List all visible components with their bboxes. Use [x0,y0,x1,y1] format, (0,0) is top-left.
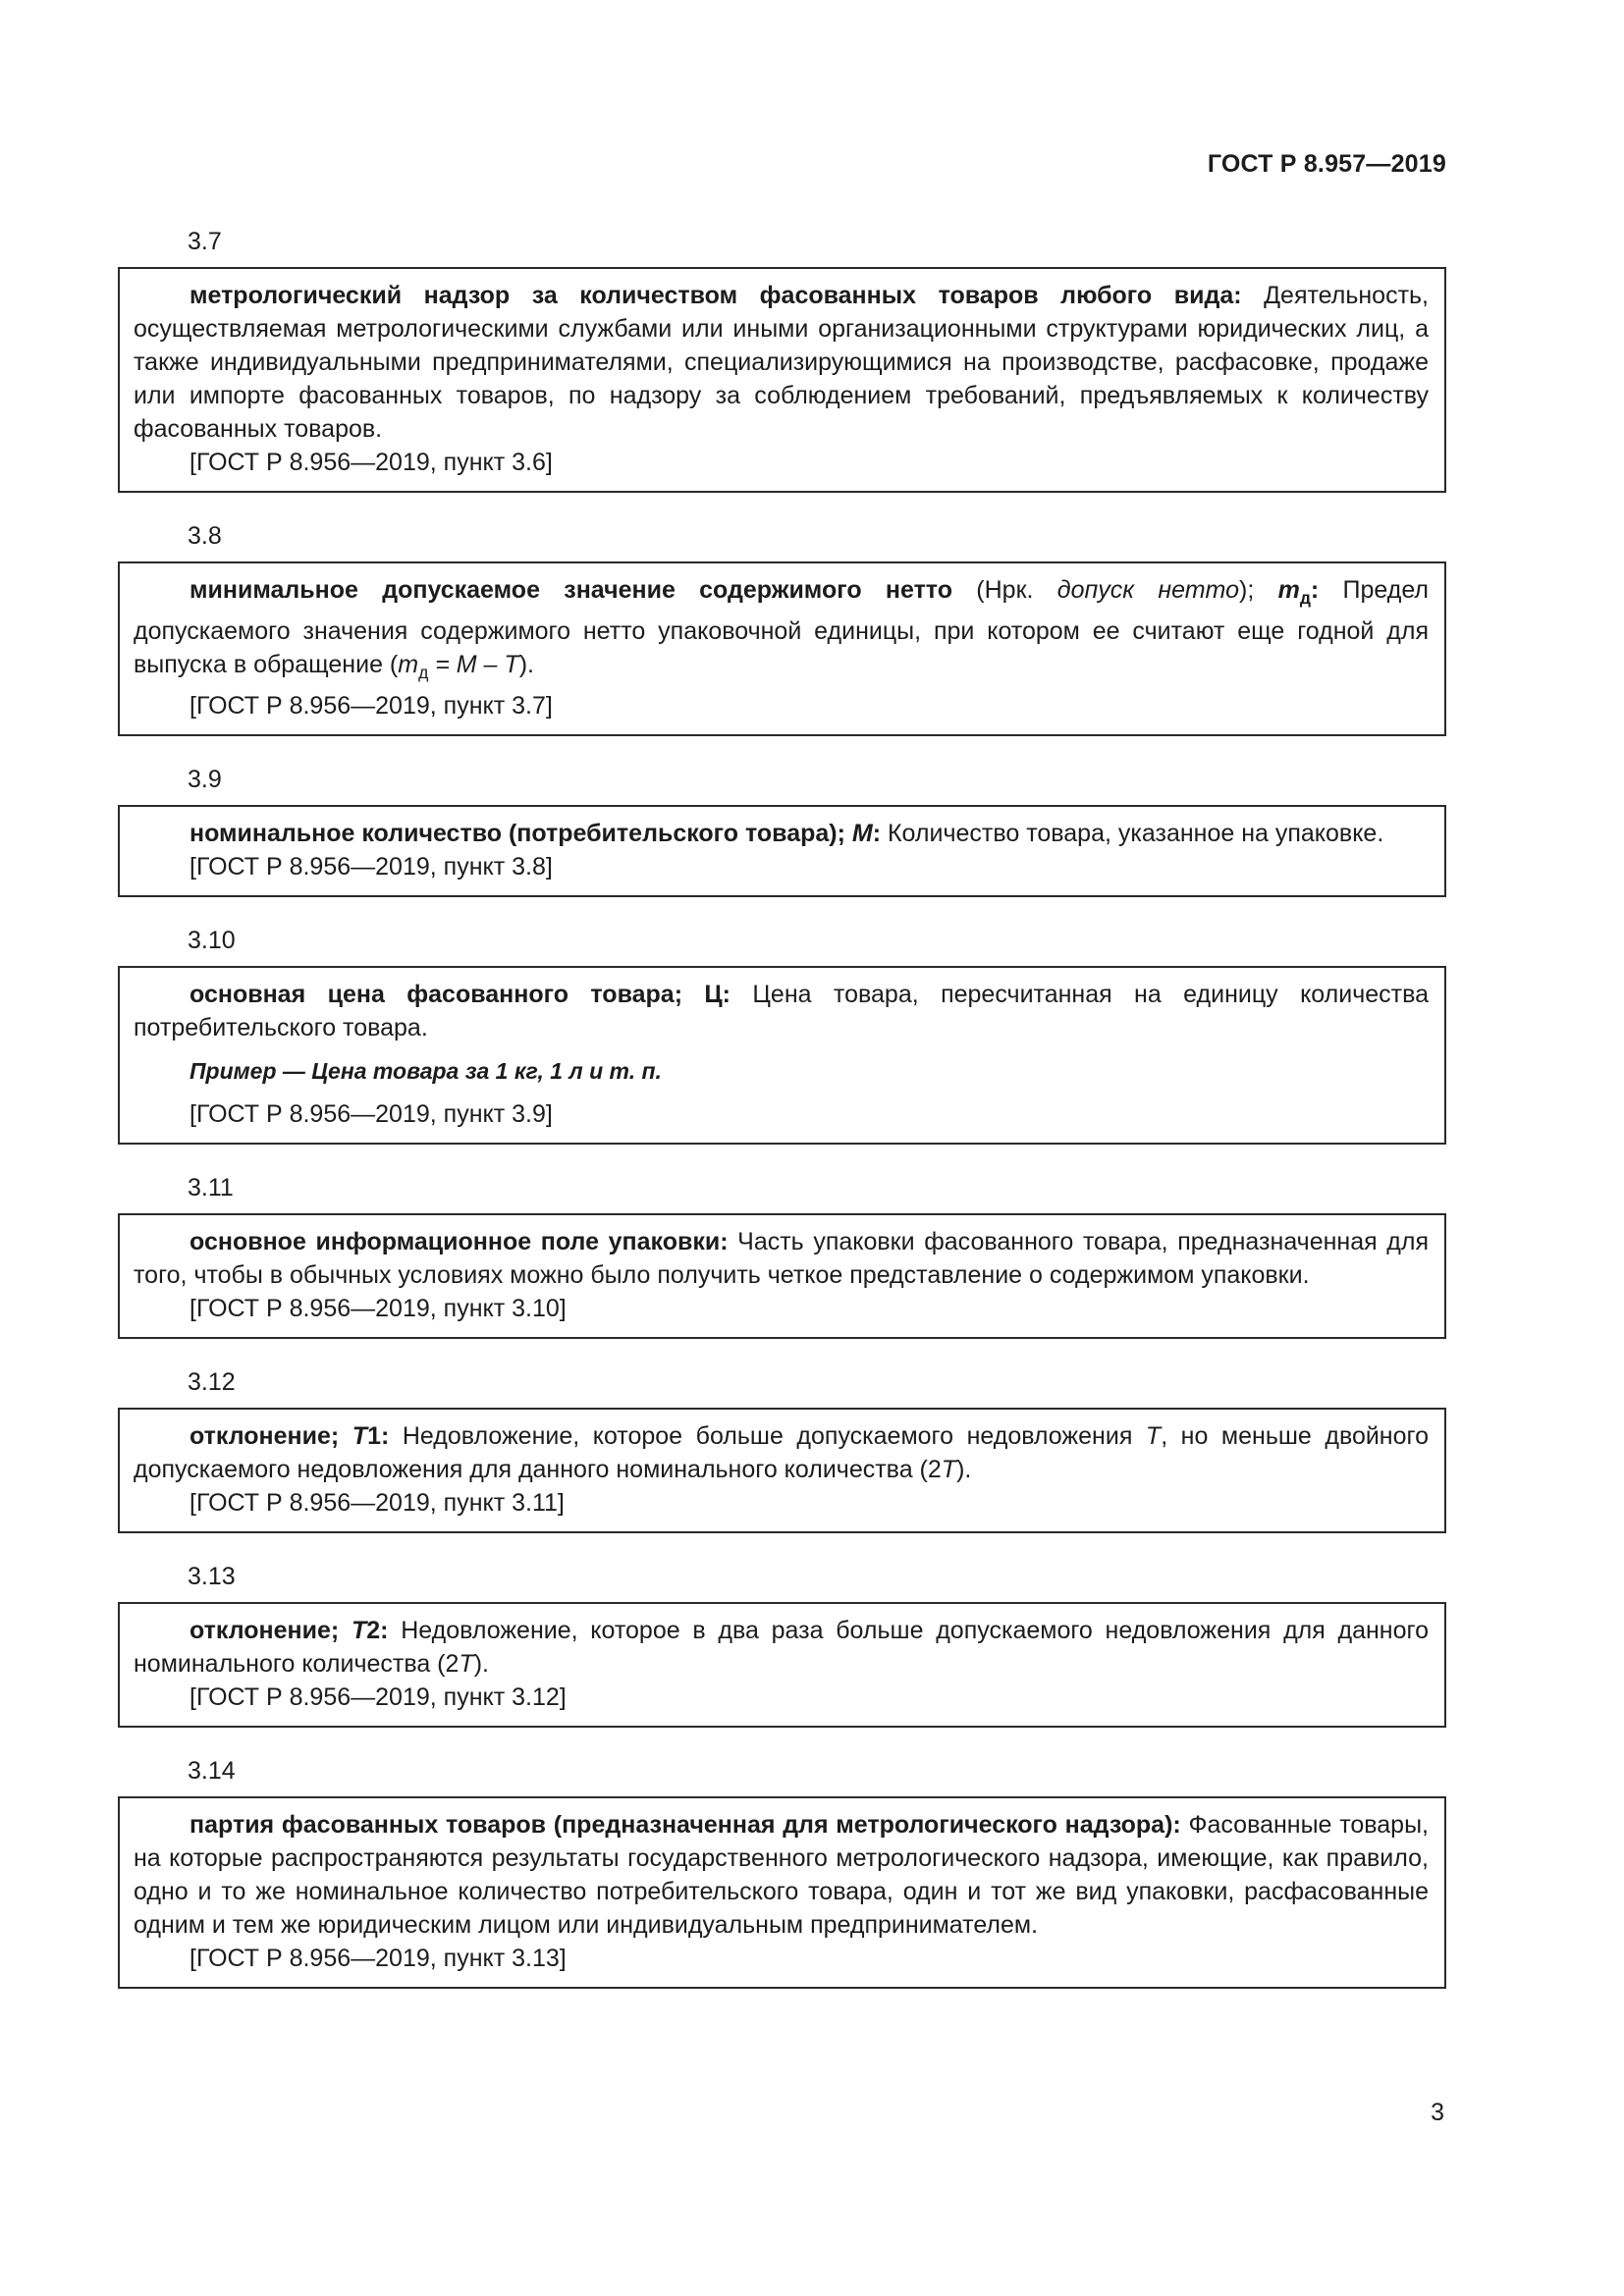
term-number: 3.14 [188,1757,236,1785]
term-definition [134,1225,1429,1292]
definition-text: Недовложение, которое в два раза больше допускаемого недовложения для данного номинального количества (2 [134,1617,1429,1678]
term-example: Пример — Цена товара за 1 кг, 1 л и т. п. [189,1058,662,1084]
term-definition: номинальное количество (потребительского товара); M: Количество товара, указанное на упаковке. [189,820,1384,847]
term-entry-box [118,1796,1446,1989]
term-source-reference: [ГОСТ Р 8.956—2019, пункт 3.12] [189,1683,567,1711]
term-definition: отклонение; T1: Недовложение, которое больше допускаемого недовложения T, но меньше двойного допускаемого недовложения для данного номинального количества (2T). [134,1422,1429,1483]
term-source-reference: [ГОСТ Р 8.956—2019, пункт 3.13] [189,1945,567,1972]
term-source-reference: [ГОСТ Р 8.956—2019, пункт 3.7] [189,692,553,720]
term-title: номинальное количество (потребительского товара); [189,820,845,847]
term-title: основная цена фасованного товара; Ц: [189,981,731,1008]
formula-rest: = M – T [428,651,519,678]
term-number: 3.10 [188,927,236,954]
formula-symbol: m [398,651,419,678]
definition-text: Цена товара, пересчитанная на единицу количества потребительского товара. [134,981,1429,1041]
term-title: метрологический надзор за количеством фасованных товаров любого вида: [189,282,1242,309]
term-entry-box [118,267,1446,493]
term-number: 3.12 [188,1368,236,1396]
term-number: 3.13 [188,1563,236,1590]
term-symbol: M [851,820,873,847]
term-symbol: m [1277,576,1300,604]
term-title: партия фасованных товаров (предназначенная для метрологического надзора): [189,1811,1181,1839]
term-definition [134,1808,1429,1942]
formula-subscript: д [418,663,429,682]
definition-symbol: T [1145,1422,1162,1450]
term-entry-box [118,1408,1446,1533]
definition-text: Недовложение, которое больше допускаемого недовложения [389,1422,1146,1450]
term-number: 3.9 [188,766,222,793]
term-definition: минимальное допускаемое значение содержимого нетто (Нрк. допуск нетто); $m_д$: Предел допускаемого значения содержимого нетто упаковочной единицы, при котором ее считают еще годной для выпуска в обращение $(m_д = M - T)$. [134,576,1430,682]
term-title: минимальное допускаемое значение содержимого нетто [189,576,952,604]
term-source-reference: [ГОСТ Р 8.956—2019, пункт 3.8] [189,853,553,881]
term-entry-box [118,966,1446,1145]
term-symbol: T [352,1422,368,1450]
term-symbol-suffix: 1 [367,1422,381,1450]
term-entry-box [118,805,1446,897]
term-note-prefix: (Нрк. [952,576,1057,604]
term-title: основное информационное поле упаковки: [189,1228,729,1255]
definition-end: ). [518,651,534,678]
term-title: отклонение; [189,1422,340,1450]
term-note-suffix: ); [1239,576,1278,604]
page-number: 3 [1431,2099,1444,2126]
term-entry-box [118,1602,1446,1728]
term-definition [134,279,1429,446]
term-symbol-suffix: 2 [366,1617,381,1644]
term-number: 3.11 [188,1174,234,1201]
definition-text: Часть упаковки фасованного товара, предназначенная для того, чтобы в обычных условиях можно было получить четкое представление о содержимом упаковки. [134,1228,1429,1289]
term-title: отклонение; [189,1617,340,1644]
deprecated-term: допуск нетто [1056,576,1239,604]
definition-symbol: T [459,1650,474,1678]
term-symbol: T [351,1617,367,1644]
term-definition: отклонение; T2: Недовложение, которое в два раза больше допускаемого недовложения для данного номинального количества (2T). [134,1617,1429,1678]
term-source-reference: [ГОСТ Р 8.956—2019, пункт 3.11] [189,1489,565,1517]
definition-symbol: T [941,1456,957,1483]
definition-text: Деятельность, осуществляемая метрологическими службами или иными организационными структурами юридических лиц, а также индивидуальными предпринимателями, специализирующимися на производстве, расфасовке, продаже или импорте фасованных товаров, по надзору за соблюдением требований, предъявляемых к количеству фасованных товаров. [134,282,1429,443]
definition-text: , но меньше двойного допускаемого недовложения для данного номинального количества (2 [134,1422,1429,1483]
definition-end: ). [473,1650,489,1678]
term-definition [134,978,1429,1044]
term-entry-box [118,561,1446,736]
document-code-header: ГОСТ Р 8.957—2019 [1207,150,1446,178]
term-symbol-subscript: д [1299,588,1311,608]
definition-end: ). [956,1456,972,1483]
term-number: 3.7 [188,228,222,255]
term-source-reference: [ГОСТ Р 8.956—2019, пункт 3.6] [189,449,553,476]
term-source-reference: [ГОСТ Р 8.956—2019, пункт 3.9] [189,1100,553,1128]
definition-text: Предел допускаемого значения содержимого нетто упаковочной единицы, при котором ее считают еще годной для выпуска в обращение ( [134,576,1430,678]
definition-text: Фасованные товары, на которые распространяются результаты государственного метрологического надзора, имеющие, как правило, одно и то же номинальное количество потребительского товара, один и тот же вид упаковки, расфасованные одним и тем же юридическим лицом или индивидуальным предпринимателем. [134,1811,1429,1939]
term-source-reference: [ГОСТ Р 8.956—2019, пункт 3.10] [189,1295,567,1322]
term-number: 3.8 [188,522,222,550]
term-entry-box [118,1213,1446,1339]
terms-section [118,224,1446,2014]
definition-text: Количество товара, указанное на упаковке. [881,820,1384,847]
